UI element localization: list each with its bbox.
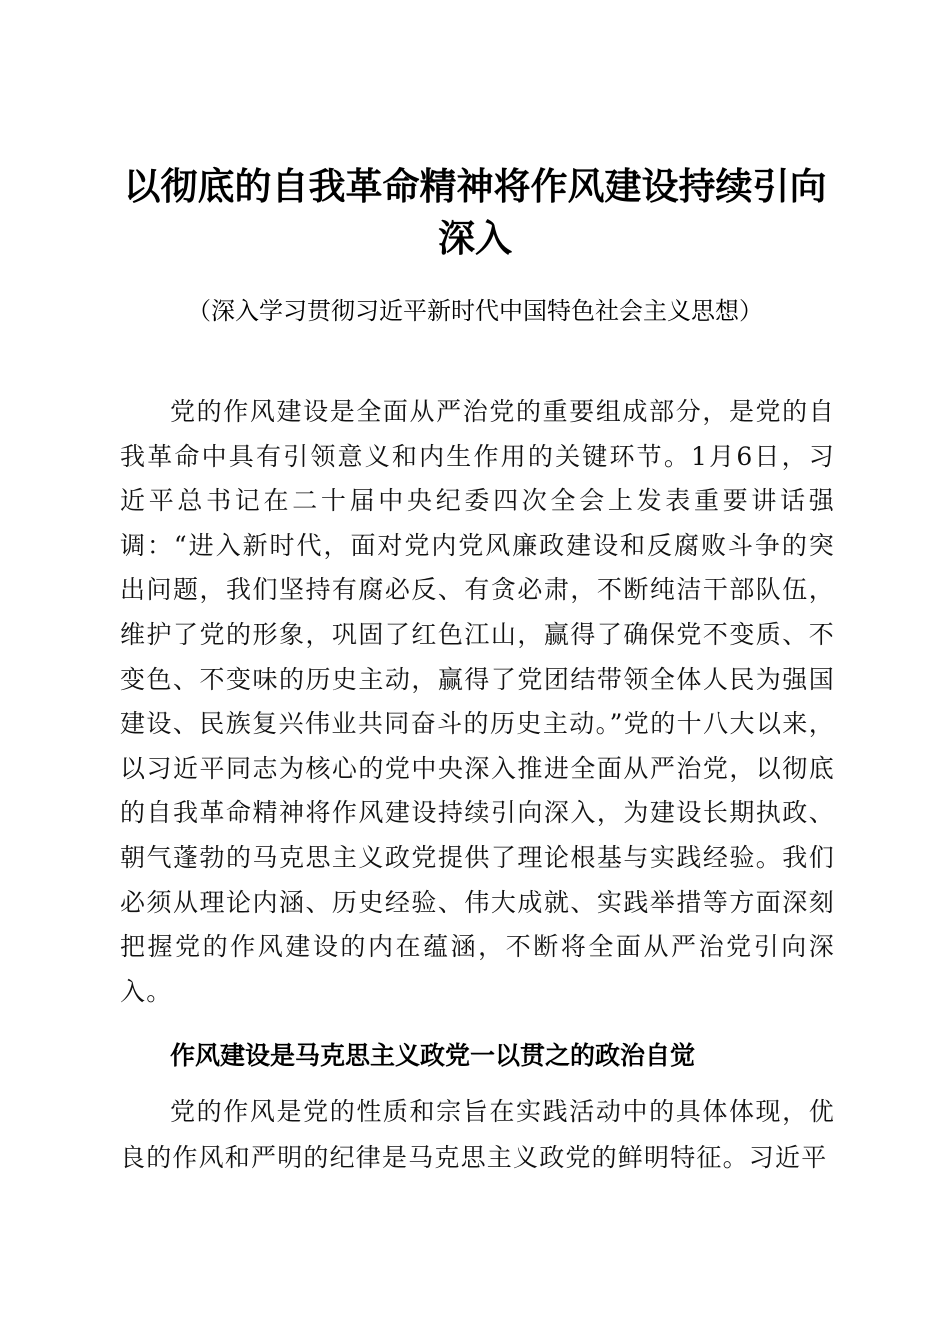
document-title: 以彻底的自我革命精神将作风建设持续引向深入 (123, 164, 827, 260)
section-paragraph: 党的作风是党的性质和宗旨在实践活动中的具体体现，优良的作风和严明的纪律是马克思主义政党的鲜明特征。习近平 (120, 1097, 835, 1172)
document-subtitle: （深入学习贯彻习近平新时代中国特色社会主义思想） (187, 297, 763, 325)
section-heading: 作风建设是马克思主义政党一以贯之的政治自觉 (170, 1041, 696, 1070)
body-paragraph: 党的作风建设是全面从严治党的重要组成部分，是党的自我革命中具有引领意义和内生作用的关键环节。1月6日，习近平总书记在二十届中央纪委四次全会上发表重要讲话强调：“进入新时代，面对党内党风廉政建设和反腐败斗争的突出问题，我们坚持有腐必反、有贪必肃，不断纯洁干部队伍，维护了党的形象，巩固了红色江山，赢得了确保党不变质、不变色、不变味的历史主动，赢得了党团结带领全体人民为强国建设、民族复兴伟业共同奋斗的历史主动。”党的十八大以来，以习近平同志为核心的党中央深入推进全面从严治党，以彻底的自我革命精神将作风建设持续引向深入，为建设长期执政、朝气蓬勃的马克思主义政党提供了理论根基与实践经验。我们必须从理论内涵、历史经验、伟大成就、实践举措等方面深刻把握党的作风建设的内在蕴涵，不断将全面从严治党引向深入。 (120, 397, 835, 1006)
